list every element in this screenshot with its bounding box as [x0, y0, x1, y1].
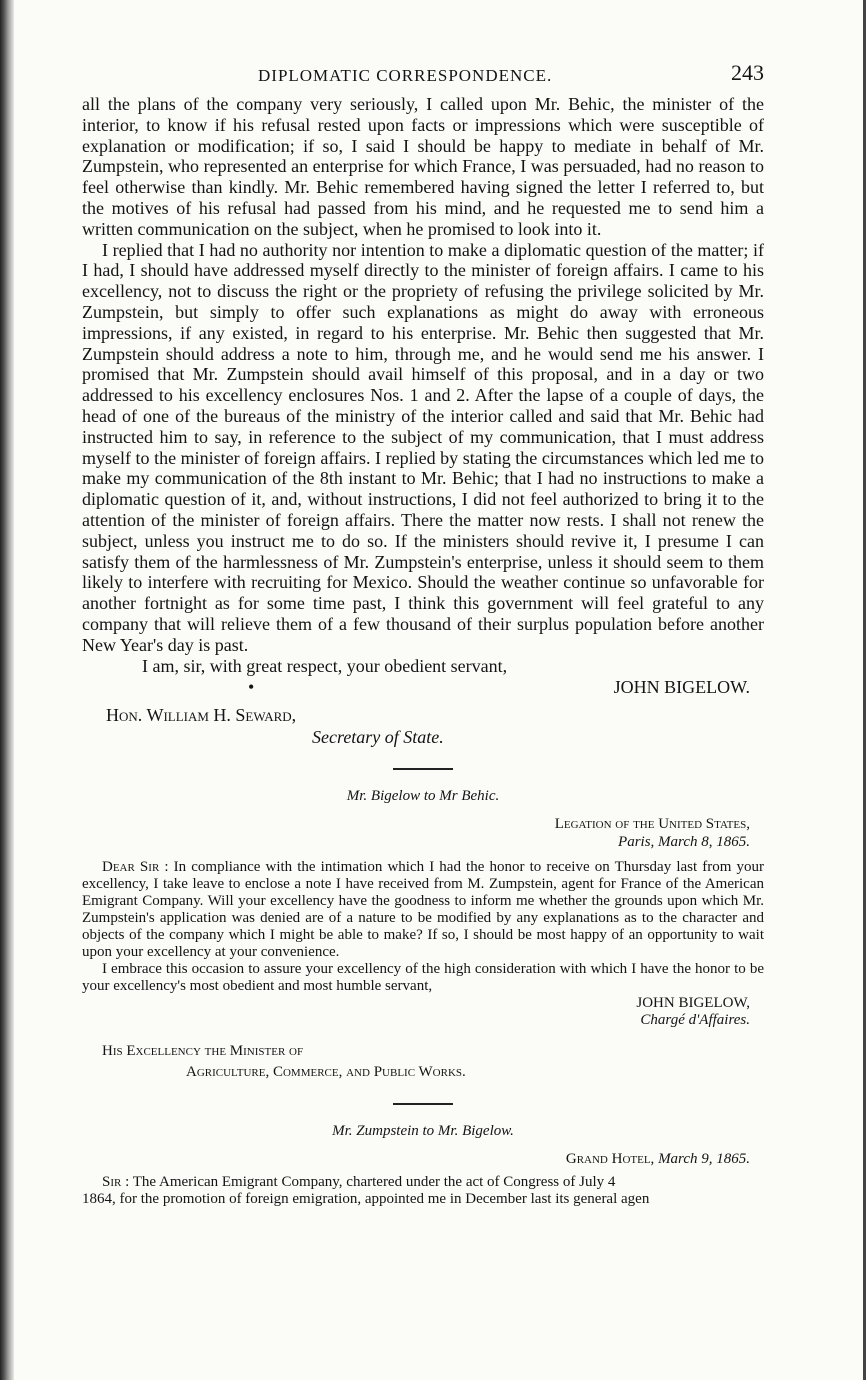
letter-place: Legation of the United States, [554, 815, 750, 832]
letter3-place: Grand Hotel, [565, 1150, 655, 1167]
letter3-body [82, 1174, 764, 1208]
letter3-line1 [82, 1174, 764, 1191]
letter2-paragraph [82, 859, 764, 961]
letter-date: Paris, March 8, 1865. [618, 833, 750, 850]
section-divider-2 [393, 1103, 453, 1105]
complimentary-close: I am, sir, with great respect, your obedient servant, [142, 655, 508, 676]
addressee-block [82, 704, 764, 748]
letter-body [82, 94, 764, 656]
letter-closing [82, 656, 764, 698]
letter2-text: In compliance with the intimation which I had the honor to receive on Thursday last from your excellency, I take leave to enclose a note I have received from M. Zumpstein, agent for France of the American Emigrant Company. Will your excellency have the goodness to inform me whether the grounds upon which Mr. Zumpstein's application was denied are of a nature to be modified by any explanations as to the character and objects of the company which I might be able to make? If so, I should be most happy of an opportunity to wait upon your excellency at your convenience. [82, 858, 765, 960]
signature-line [82, 677, 764, 698]
minister-addressee [82, 1041, 764, 1083]
letter3-heading: Mr. Zumpstein to Mr. Bigelow. [332, 1122, 514, 1139]
page-number: 243 [731, 60, 764, 85]
letter3-salutation: Sir : [102, 1173, 130, 1190]
letter3-line2: 1864, for the promotion of foreign emigration, appointed me in December last its general agen [82, 1190, 650, 1207]
signature: JOHN BIGELOW. [613, 676, 750, 697]
page-header [82, 60, 764, 94]
stray-mark: • [248, 676, 255, 697]
letter2-closing: I embrace this occasion to assure your excellency of the high consideration with which I have the honor to be your excellency's most obedient and most humble servant, [82, 960, 764, 994]
paragraph-2: I replied that I had no authority nor intention to make a diplomatic question of the matter; if I had, I should have addressed myself directly to the minister of foreign affairs. I came to his excellency, not to discuss the right or the propriety of refusing the privilege solicited by Mr. Zumpstein, but simply to offer such explanations as might do away with erroneous impressions, if any existed, in regard to his enterprise. Mr. Behic then suggested that Mr. Zumpstein should address a note to him, through me, and he would send me his answer. I promised that Mr. Zumpstein should avail himself of this proposal, and in a day or two addressed to his excellency enclosures Nos. 1 and 2. After the lapse of a couple of days, the head of one of the bureaus of the ministry of the interior called and said that Mr. Behic had instructed him to say, in reference to the subject of my communication, that I must address myself to the minister of foreign affairs. I replied by stating the circumstances which led me to make my communication of the 8th instant to Mr. Behic; that I had no instructions to make a diplomatic question of it, and, without instructions, I did not feel authorized to bring it to the attention of the minister of foreign affairs. There the matter now rests. I shall not renew the subject, unless you instruct me to do so. If the ministers should revive it, I presume I can satisfy them of the harmlessness of Mr. Zumpstein's enterprise, unless it should seem to them likely to interfere with recruiting for Mexico. Should the weather continue so unfavorable for another fortnight as for some time past, I think this government will feel grateful to any company that will relieve them of a few thousand of their surplus population before another New Year's day is past. [82, 239, 764, 655]
minister-line1: His Excellency the Minister of [102, 1042, 304, 1059]
document-page [82, 60, 764, 1208]
salutation: Dear Sir : [102, 858, 169, 875]
letter3-dateline [82, 1150, 764, 1168]
letter-heading: Mr. Bigelow to Mr Behic. [346, 787, 500, 804]
letter2-signature: JOHN BIGELOW, [636, 994, 750, 1011]
letter3-date: March 9, 1865. [658, 1150, 750, 1167]
running-title: DIPLOMATIC CORRESPONDENCE. [258, 66, 553, 85]
letter2-body [82, 859, 764, 995]
paragraph-1: all the plans of the company very seriously, I called upon Mr. Behic, the minister of the interior, to know if his refusal rested upon facts or impressions which were susceptible of explanation or modification; if so, I said I should be happy to mediate in behalf of Mr. Zumpstein, who represented an enterprise for which France, I was persuaded, had no reason to feel otherwise than kindly. Mr. Behic remembered having signed the letter I referred to, but the motives of his refusal had passed from his mind, and he requested me to send him a written communication on the subject, when he promised to look into it. [82, 94, 764, 239]
addressee-title: Secretary of State. [312, 726, 444, 747]
letter3-text-1: The American Emigrant Company, chartered under the act of Congress of July 4 [132, 1173, 616, 1190]
book-binding-edge [0, 0, 14, 1380]
letter2-signature-title: Chargé d'Affaires. [640, 1011, 750, 1028]
minister-line2: Agriculture, Commerce, and Public Works. [186, 1063, 466, 1080]
addressee-name: Hon. William H. Seward, [106, 704, 297, 725]
section-divider [393, 768, 453, 770]
